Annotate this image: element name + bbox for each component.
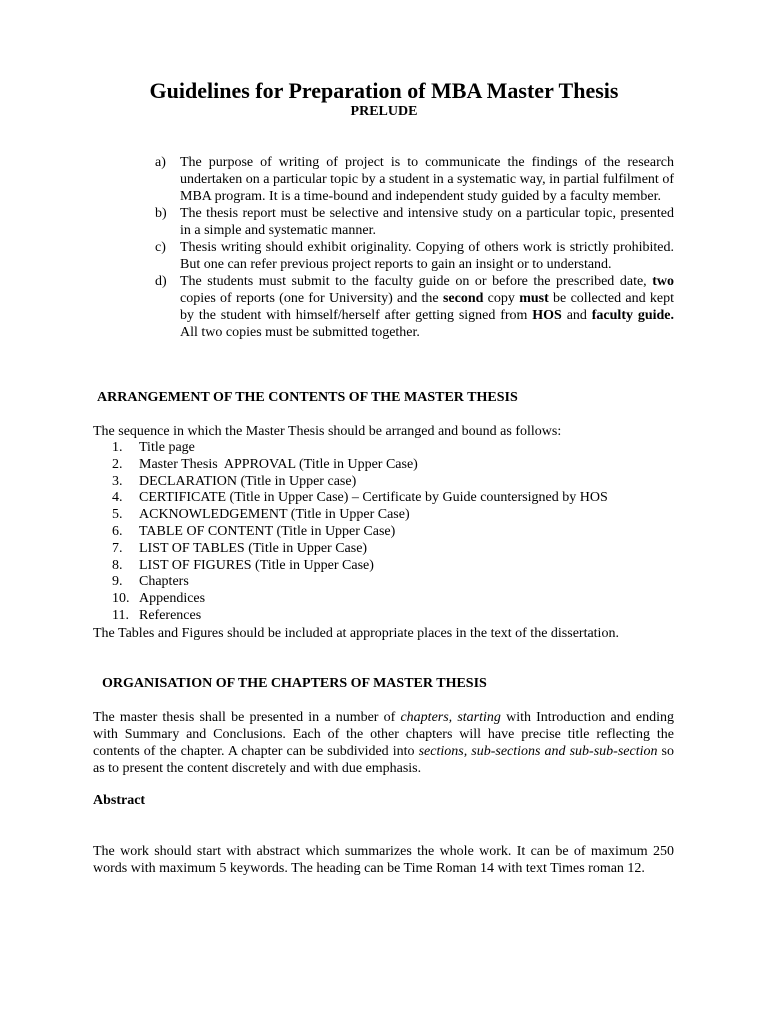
list-number: 3. bbox=[112, 473, 123, 489]
arrangement-list-item bbox=[112, 524, 608, 541]
bold-text: HOS bbox=[532, 308, 562, 323]
prelude-item bbox=[155, 273, 674, 341]
arrangement-list-item bbox=[112, 457, 608, 474]
arrangement-list-item bbox=[112, 474, 608, 491]
text-run: and bbox=[561, 308, 592, 323]
prelude-item bbox=[155, 205, 674, 239]
arrangement-list-item bbox=[112, 558, 608, 575]
list-number: 2. bbox=[112, 456, 123, 472]
list-item-text: ACKNOWLEDGEMENT (Title in Upper Case) bbox=[139, 507, 410, 523]
bold-text: must bbox=[519, 291, 549, 306]
list-number: 4. bbox=[112, 490, 123, 506]
prelude-item-text: Thesis writing should exhibit originality. Copying of others work is strictly prohibited. But one can refer previous project reports to gain an insight or to understand. bbox=[180, 240, 674, 272]
list-item-text: Title page bbox=[139, 440, 195, 455]
text-run: The students must submit to the faculty guide on or before the prescribed date, bbox=[180, 274, 653, 289]
bold-text: second bbox=[442, 291, 484, 306]
list-number: 1. bbox=[112, 440, 123, 455]
list-number: 11. bbox=[112, 607, 129, 623]
arrangement-list-item bbox=[112, 608, 608, 625]
list-item-text: References bbox=[139, 607, 202, 623]
prelude-list bbox=[155, 154, 674, 341]
list-number: 6. bbox=[112, 523, 123, 539]
list-item-text: DECLARATION (Title in Upper case) bbox=[139, 473, 357, 489]
abstract-heading: Abstract bbox=[93, 793, 146, 808]
prelude-item-marker: d) bbox=[155, 274, 167, 289]
text-run: copies of reports (one for University) and the bbox=[180, 291, 443, 306]
arrangement-list-item bbox=[112, 507, 608, 524]
italic-text: sections, sub-sections and sub-sub-section bbox=[418, 744, 658, 759]
prelude-heading: PRELUDE bbox=[350, 104, 418, 119]
prelude-item-marker: a) bbox=[155, 155, 166, 170]
text-run: copy bbox=[483, 291, 520, 306]
list-item-text: LIST OF TABLES (Title in Upper Case) bbox=[139, 540, 368, 556]
list-number: 8. bbox=[112, 557, 123, 573]
organisation-paragraph bbox=[93, 709, 674, 777]
prelude-item bbox=[155, 154, 674, 205]
list-item-text: Appendices bbox=[139, 591, 206, 607]
bold-text: faculty guide. bbox=[591, 308, 674, 323]
bold-text: two bbox=[652, 274, 674, 289]
list-item-text: CERTIFICATE (Title in Upper Case) – Certificate by Guide countersigned by HOS bbox=[139, 490, 608, 506]
arrangement-list-item bbox=[112, 574, 608, 591]
list-item-text: Chapters bbox=[139, 574, 189, 590]
arrangement-heading: ARRANGEMENT OF THE CONTENTS OF THE MASTER THESIS bbox=[97, 390, 518, 405]
prelude-item-marker: c) bbox=[155, 240, 166, 255]
organisation-heading: ORGANISATION OF THE CHAPTERS OF MASTER THESIS bbox=[102, 676, 487, 691]
arrangement-list bbox=[112, 440, 608, 625]
prelude-item bbox=[155, 239, 674, 273]
prelude-item-text: The purpose of writing of project is to communicate the findings of the research undertaken on a particular topic by a student in a systematic way, in partial fulfilment of MBA program. It is a time-bound and independent study guided by a faculty member. bbox=[180, 155, 674, 204]
arrangement-list-item bbox=[112, 591, 608, 608]
list-item-text: LIST OF FIGURES (Title in Upper Case) bbox=[139, 557, 374, 573]
document-title: Guidelines for Preparation of MBA Master Thesis bbox=[149, 78, 619, 103]
arrangement-list-item bbox=[112, 541, 608, 558]
list-item-text: TABLE OF CONTENT (Title in Upper Case) bbox=[139, 523, 396, 539]
list-number: 7. bbox=[112, 540, 123, 556]
arrangement-intro: The sequence in which the Master Thesis should be arranged and bound as follows: bbox=[93, 424, 562, 439]
text-run: be collected and kept by the student with himself/herself after getting signed from bbox=[180, 291, 674, 323]
list-item-text: Master Thesis APPROVAL (Title in Upper Case) bbox=[139, 456, 418, 472]
arrangement-note: The Tables and Figures should be included at appropriate places in the text of the dissertation. bbox=[93, 626, 619, 641]
arrangement-list-item bbox=[112, 440, 608, 457]
list-number: 10. bbox=[112, 591, 130, 607]
list-number: 9. bbox=[112, 574, 123, 590]
arrangement-list-item bbox=[112, 490, 608, 507]
text-run: All two copies must be submitted together. bbox=[180, 325, 420, 340]
prelude-item-marker: b) bbox=[155, 206, 167, 221]
prelude-item-text bbox=[180, 273, 674, 341]
abstract-paragraph: The work should start with abstract which summarizes the whole work. It can be of maximum 250 words with maximum 5 keywords. The heading can be Time Roman 14 with text Times roman 12. bbox=[93, 844, 674, 876]
prelude-item-text: The thesis report must be selective and intensive study on a particular topic, presented in a simple and systematic manner. bbox=[180, 206, 674, 238]
list-number: 5. bbox=[112, 507, 123, 523]
text-run: so as to present the content discretely and with due emphasis. bbox=[93, 744, 674, 776]
text-run: with Introduction and ending with Summary and Conclusions. Each of the other chapters will have precise title reflecting the contents of the chapter. A chapter can be subdivided into bbox=[93, 710, 674, 759]
text-run: The master thesis shall be presented in a number of bbox=[93, 710, 401, 725]
italic-text: chapters, starting bbox=[400, 710, 501, 725]
